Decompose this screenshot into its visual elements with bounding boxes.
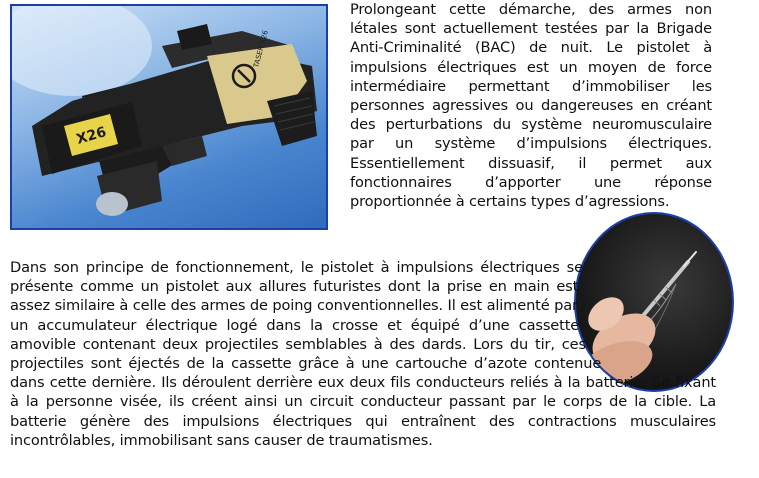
taser-pistol-icon (12, 6, 326, 228)
taser-body-label: TASER X26 (252, 29, 270, 69)
taser-photo (10, 4, 328, 230)
cartridge-label: X26 (74, 124, 109, 148)
dart-photo-wrap-space (566, 220, 716, 370)
paragraph-operation (10, 258, 716, 450)
paragraph-intro: Prolongeant cette démarche, des armes non létales sont actuellement testées par la Brigade Anti-Criminalité (BAC) de nuit. Le pistolet à impulsions électriques est un moyen de force intermédiaire permettant d’immobiliser les personnes agressives ou dangereuses en créant des perturbations du système neuromusculaire par un système d’impulsions électriques. Essentiellement dissuasif, il permet aux fonctionnaires d’apporter une réponse proportionnée à certains types d’agressions. (350, 1, 712, 211)
paragraph-operation-text: Dans son principe de fonctionnement, le pistolet à impulsions électriques se présente comme un pistolet aux allures futuristes dont la prise en main est assez similaire à celle des armes de poing conventionnelles. Il est alimenté par un accumulateur électrique logé dans la crosse et équipé d’une cassette amovible contenant deux projectiles semblables à des dards. Lors du tir, ces projectiles sont éjectés de la cassette grâce à une cartouche d’azote contenue dans cette dernière. Ils déroulent derrière eux deux fils conducteurs reliés à la batterie. Se fixant à la personne visée, ils créent ainsi un circuit conducteur passant par le corps de la cible. La batterie génère des impulsions électriques qui entraînent des contractions musculaires incontrôlables, immobilisant sans causer de traumatismes. (10, 259, 716, 449)
